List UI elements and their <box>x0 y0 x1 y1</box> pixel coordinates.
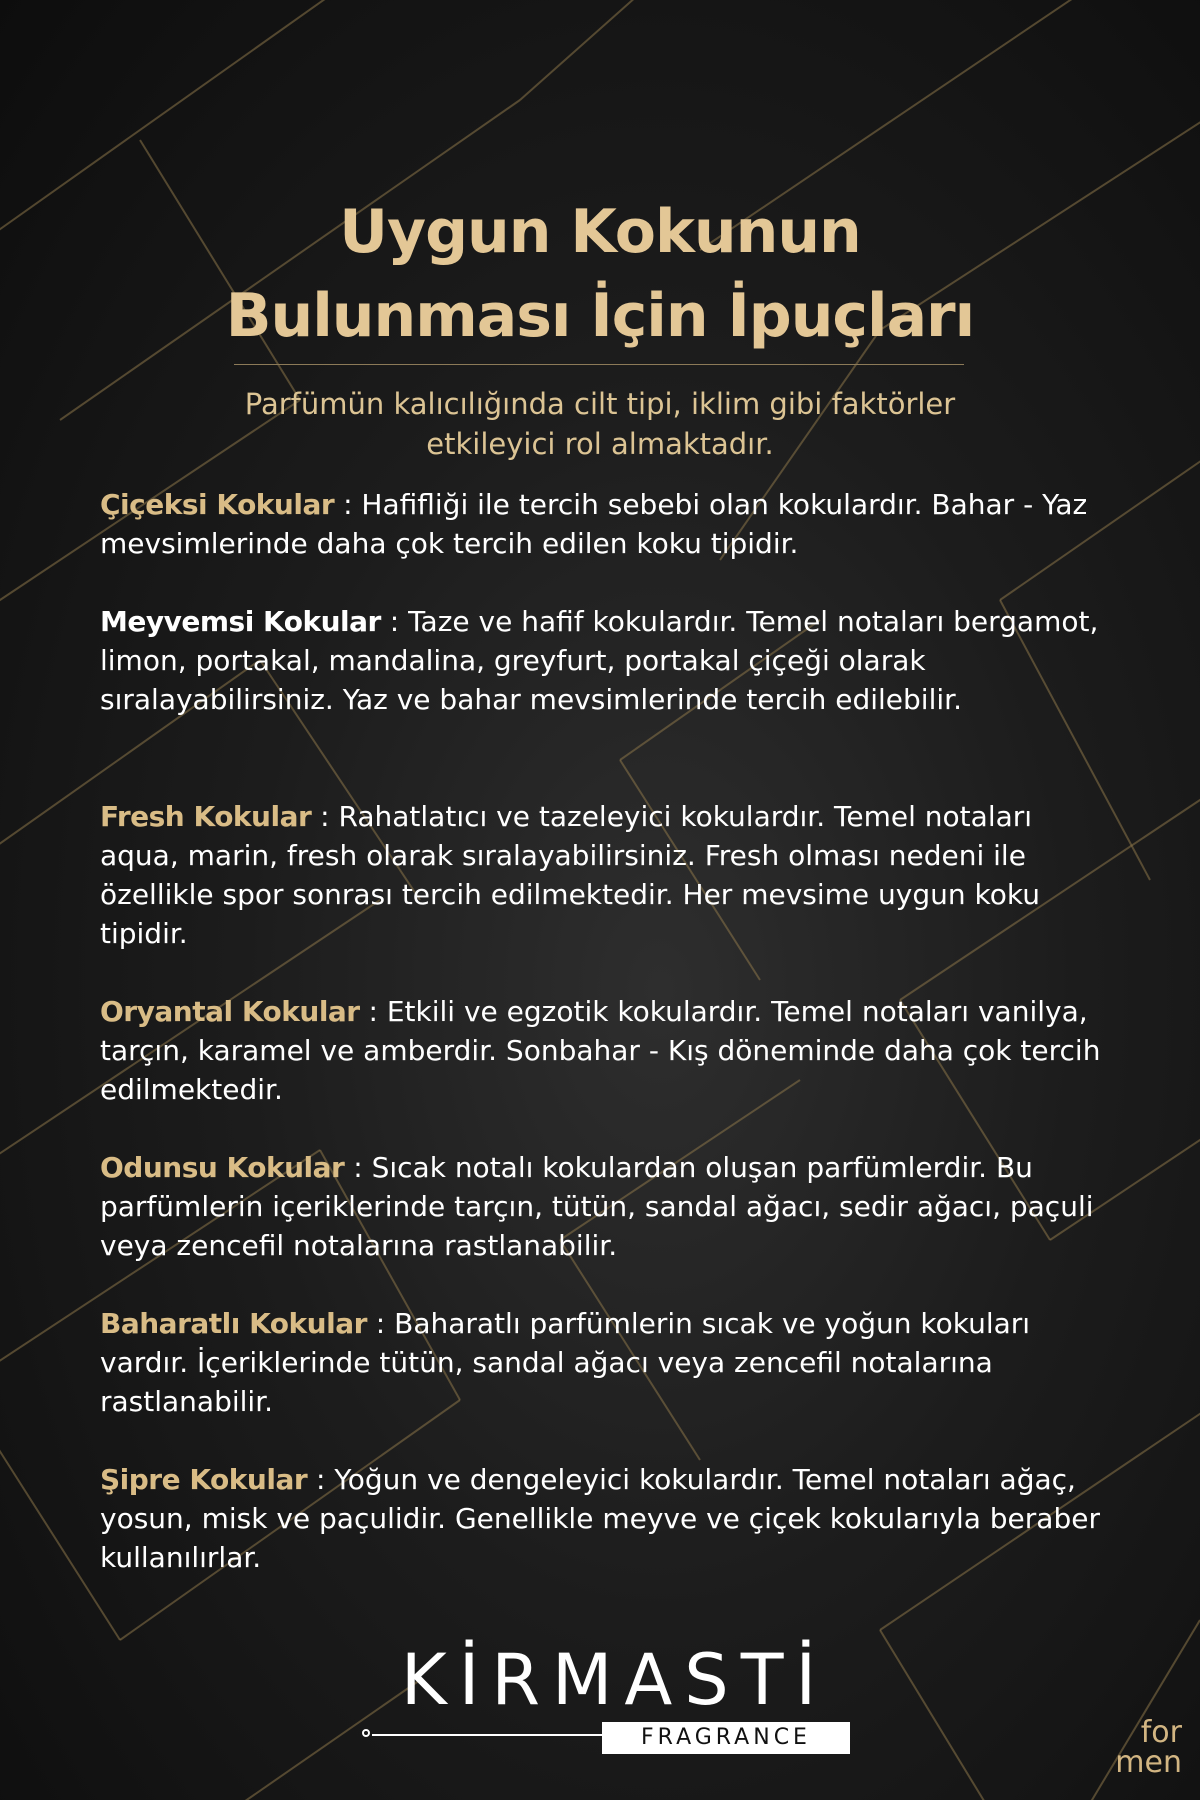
section-oriental <box>100 992 1105 1109</box>
section-woody <box>100 1148 1105 1265</box>
section-heading: Fresh Kokular <box>100 800 312 833</box>
section-floral <box>100 485 1105 563</box>
section-heading: Şipre Kokular <box>100 1463 308 1496</box>
subtitle <box>150 384 1050 464</box>
section-fruity <box>100 602 1105 719</box>
corner-line-1: for <box>1140 1715 1182 1750</box>
section-heading: Meyvemsi Kokular <box>100 605 381 638</box>
for-men-mark <box>1092 1715 1182 1780</box>
title-divider <box>234 364 964 365</box>
section-text: : Rahatlatıcı ve tazeleyici kokulardır. Temel notaları aqua, marin, fresh olarak sıralayabilirsiniz. Fresh olması nedeni ile özellikle spor sonrası tercih edilmektedir. Her mevsime uygun koku tipidir. <box>100 800 1040 950</box>
title-line-1: Uygun Kokunun <box>339 197 861 267</box>
section-heading: Baharatlı Kokular <box>100 1307 367 1340</box>
section-text: : Taze ve hafif kokulardır. Temel notaları bergamot, limon, portakal, mandalina, greyfurt, portakal çiçeği olarak sıralayabilirsiniz. Yaz ve bahar mevsimlerinde tercih edilebilir. <box>100 605 1099 716</box>
section-spicy <box>100 1304 1105 1421</box>
section-text: : Yoğun ve dengeleyici kokulardır. Temel notaları ağaç, yosun, misk ve paçulidir. Genellikle meyve ve çiçek kokularıyla beraber kullanılırlar. <box>100 1463 1100 1574</box>
subtitle-line-1: Parfümün kalıcılığında cilt tipi, iklim gibi faktörler <box>244 387 956 421</box>
brand-tagline: FRAGRANCE <box>602 1722 850 1754</box>
section-text: : Etkili ve egzotik kokulardır. Temel notaları vanilya, tarçın, karamel ve amberdir. Sonbahar - Kış döneminde daha çok tercih edilmektedir. <box>100 995 1101 1106</box>
brand-name: KİRMASTİ <box>400 1639 829 1721</box>
section-fresh <box>100 797 1105 953</box>
logo-dot-icon <box>362 1729 370 1737</box>
section-text: : Sıcak notalı kokulardan oluşan parfümlerdir. Bu parfümlerin içeriklerinde tarçın, tütün, sandal ağacı, sedir ağacı, paçuli veya zencefil notalarına rastlanabilir. <box>100 1151 1094 1262</box>
logo-line <box>372 1734 612 1736</box>
section-text: : Hafifliği ile tercih sebebi olan kokulardır. Bahar - Yaz mevsimlerinde daha çok tercih edilen koku tipidir. <box>100 488 1088 560</box>
section-text: : Baharatlı parfümlerin sıcak ve yoğun kokuları vardır. İçeriklerinde tütün, sandal ağacı veya zencefil notalarına rastlanabilir. <box>100 1307 1031 1418</box>
page-title <box>0 190 1200 358</box>
title-line-2: Bulunması İçin İpuçları <box>225 281 975 351</box>
section-heading: Oryantal Kokular <box>100 995 360 1028</box>
section-heading: Çiçeksi Kokular <box>100 488 335 521</box>
section-heading: Odunsu Kokular <box>100 1151 345 1184</box>
section-chypre <box>100 1460 1105 1577</box>
brand-logo <box>362 1640 867 1750</box>
corner-line-2: men <box>1115 1745 1182 1780</box>
subtitle-line-2: etkileyici rol almaktadır. <box>426 427 774 461</box>
